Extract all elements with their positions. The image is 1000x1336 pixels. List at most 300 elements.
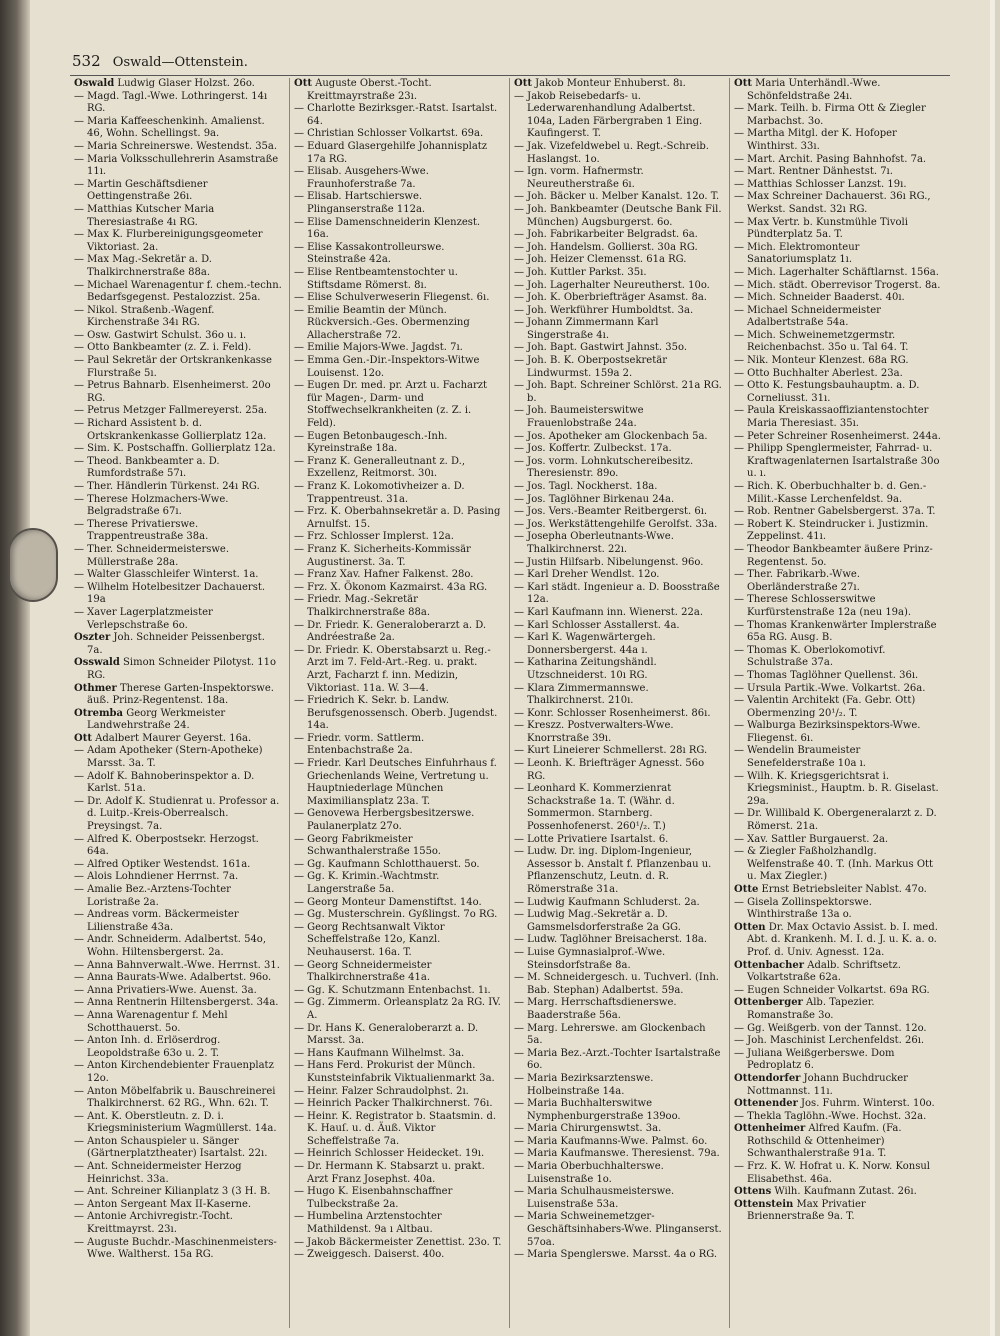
directory-entry: [74, 581, 283, 607]
entry-text: Dr. Max Octavio Assist. b. I. med. Abt. d. Krankenh. M. I. d. J. u. K. a. o. Prof. d. Univ. Agnesst. 12a.: [747, 921, 938, 958]
entry-text: — Mich. städt. Oberrevisor Trogerst. 8a.: [734, 279, 941, 291]
entry-text: — Alfred K. Oberpostsekr. Herzogst. 64a.: [74, 833, 259, 858]
directory-entry: [294, 140, 503, 166]
directory-entry: [734, 153, 944, 167]
directory-entry: [294, 1085, 503, 1099]
entry-text: — Georg Rechtsanwalt Viktor Scheffelstraße 12o, Kanzl. Neuhauserst. 16a. T.: [294, 921, 445, 958]
directory-entry: [294, 481, 503, 506]
directory-entry: [294, 896, 503, 910]
directory-entry: [294, 1022, 503, 1048]
directory-entry: [74, 178, 283, 204]
directory-entry: [294, 594, 503, 619]
directory-entry: [734, 355, 944, 368]
entry-text: — Joh. Kuttler Parkst. 35ı.: [514, 266, 647, 278]
entry-text: — Gg. K. Krimin.-Wachtmstr. Langerstraße 5a.: [294, 871, 440, 895]
entry-text: — Anton Kirchendebienter Frauenplatz 12o.: [74, 1060, 274, 1084]
entry-text: — Elise Damenschneiderin Klenzest. 16a.: [294, 216, 481, 241]
entry-text: — Ant. K. Oberstleutn. z. D. i. Kriegsministerium Wagmüllerst. 14a.: [74, 1110, 277, 1135]
entry-text: — Maria Chirurgenswtst. 3a.: [514, 1123, 662, 1135]
entry-text: — Jos. vorm. Lohnkutschereibesitz. Theresienstr. 89o.: [514, 455, 694, 480]
entry-text: — Mart. Rentner Dänhestst. 7ı.: [734, 166, 893, 178]
directory-entry: [294, 1161, 503, 1186]
directory-entry: [734, 1186, 944, 1199]
directory-entry: [514, 279, 723, 293]
directory-entry: [294, 1236, 503, 1250]
entry-text: — Rich. K. Oberbuchhalter b. d. Gen.-Milit.-Kasse Lerchenfeldst. 9a.: [734, 481, 927, 505]
surname-heading: Ottenender: [734, 1098, 798, 1110]
entry-text: — Eduard Glasergehilfe Johannisplatz 17a RG.: [294, 140, 488, 165]
entry-text: — Paul Sekretär der Ortskrankenkasse Flurstraße 5ı.: [74, 355, 272, 379]
entry-text: — Leonhard K. Kommerzienrat Schackstraße 1a. T. (Währ. d. Sommermon. Starnberg. Possenhofenerst. 260¹/₂. T.): [514, 783, 675, 833]
directory-entry: [294, 871, 503, 896]
entry-text: — Petrus Bahnarb. Elsenheimerst. 20o RG.: [74, 380, 271, 404]
entry-text: — Adolf K. Bahnoberinspektor a. D. Karlst. 51a.: [74, 770, 255, 795]
directory-entry: [734, 695, 944, 720]
directory-entry: [74, 543, 283, 569]
entry-text: — Maria Oberbuchhalterswe. Luisenstraße 1o.: [514, 1161, 664, 1185]
entry-text: — Ursula Partik.-Wwe. Volkartst. 26a.: [734, 682, 926, 694]
entry-text: — Eugen Dr. med. pr. Arzt u. Facharzt für Magen-, Darm- und Stoffwechselkrankheiten (z. Z. i. Feld).: [294, 380, 488, 430]
directory-entry: [74, 770, 283, 796]
entry-text: — Heinr. Falzer Schraudolphst. 2ı.: [294, 1085, 469, 1097]
entry-text: — Leonh. K. Briefträger Agnesst. 56o RG.: [514, 758, 705, 782]
entry-text: — Anna Privatiers-Wwe. Auenst. 3a.: [74, 984, 257, 996]
directory-entry: [734, 846, 944, 884]
entry-text: — Friedr. vorm. Sattlerm. Entenbachstraße 2a.: [294, 732, 425, 757]
directory-entry: [734, 266, 944, 280]
entry-text: — Klara Zimmermannswe. Thalkirchnerst. 210ı.: [514, 682, 649, 707]
entry-text: Adalbert Maurer Geyerst. 16a.: [95, 732, 252, 744]
entry-text: — Ant. Schreiner Kilianplatz 3 (3 H. B.: [74, 1186, 271, 1198]
directory-entry: [74, 1110, 283, 1136]
directory-entry: [74, 745, 283, 770]
directory-entry: [514, 556, 723, 570]
directory-entry: [734, 569, 944, 594]
directory-entry: [734, 103, 944, 128]
surname-heading: Ott: [74, 732, 92, 744]
directory-entry: [294, 758, 503, 808]
directory-entry: [734, 959, 944, 985]
entry-text: Wilh. Kaufmann Zutast. 26ı.: [774, 1186, 917, 1198]
directory-entry: [734, 1198, 944, 1224]
directory-entry: [74, 443, 283, 456]
directory-entry: [514, 846, 723, 896]
directory-entry: [514, 292, 723, 305]
directory-entry: [514, 657, 723, 682]
entry-text: — Auguste Buchdr.-Maschinenmeisters-Wwe. Waltherst. 15a RG.: [74, 1236, 277, 1261]
directory-entry: [74, 355, 283, 380]
directory-entry: [514, 619, 723, 633]
directory-entry: [294, 266, 503, 292]
entry-text: — Andr. Schneiderm. Adalbertst. 54o, Wohn. Hiltensbergerst. 2a.: [74, 934, 267, 958]
directory-entry: [74, 1186, 283, 1199]
entry-text: — Zweiggesch. Daiserst. 40o.: [294, 1249, 445, 1261]
directory-entry: [294, 909, 503, 922]
entry-text: — Maria Kaufmanswe. Theresienst. 79a.: [514, 1148, 720, 1160]
directory-entry: [514, 78, 723, 91]
directory-entry: [734, 481, 944, 506]
entry-text: — Konr. Schlosser Rosenheimerst. 86ı.: [514, 707, 711, 719]
directory-entry: [514, 682, 723, 708]
entry-text: — Otto Buchhalter Aberlest. 23a.: [734, 367, 903, 379]
directory-entry: [294, 921, 503, 960]
entry-text: — Anna Rentnerin Hiltensbergerst. 34a.: [74, 997, 279, 1009]
directory-entry: [294, 581, 503, 595]
directory-entry: [74, 909, 283, 934]
directory-entry: [294, 241, 503, 267]
entry-text: — Johann Zimmermann Karl Singerstraße 4ı.: [514, 317, 659, 341]
directory-entry: [74, 342, 283, 355]
directory-entry: [734, 216, 944, 242]
entry-text: — Maria Schreinerswe. Westendst. 35a.: [74, 140, 278, 152]
directory-entry: [74, 1211, 283, 1236]
entry-text: Max Privatier Briennerstraße 9a. T.: [747, 1198, 866, 1223]
directory-entry: [74, 732, 283, 746]
directory-entry: [294, 380, 503, 430]
entry-text: — Emma Gen.-Dir.-Inspektors-Witwe Louisenst. 12o.: [294, 355, 480, 379]
directory-entry: [734, 808, 944, 833]
directory-entry: [74, 1035, 283, 1060]
directory-entry: [514, 1161, 723, 1186]
directory-entry: [294, 355, 503, 380]
surname-heading: Ott: [734, 78, 752, 89]
entry-text: — Ign. vorm. Hafnermstr. Neureutherstraße 6ı.: [514, 166, 644, 190]
entry-text: — Frz. K. Oberbahnsekretär a. D. Pasing Arnulfst. 15.: [294, 506, 501, 530]
directory-entry: [74, 1161, 283, 1186]
directory-entry: [74, 229, 283, 254]
page-number: 532: [72, 52, 101, 70]
directory-entry: [734, 619, 944, 645]
entry-text: — Jak. Vizefeldwebel u. Regt.-Schreib. Haslangst. 1o.: [514, 140, 709, 165]
directory-entry: [74, 707, 283, 733]
directory-entry: [514, 166, 723, 191]
entry-text: Maria Unterhändl.-Wwe. Schönfeldstraße 24ı.: [747, 78, 881, 102]
entry-text: — Andreas vorm. Bäckermeister Lilienstraße 43a.: [74, 909, 239, 933]
entry-text: — Maria Schulhausmeisterswe. Luisenstraße 53a.: [514, 1186, 675, 1210]
entry-text: — Anton Inh. d. Erlöserdrog. Leopoldstraße 63o u. 2. T.: [74, 1035, 221, 1059]
directory-entry: [294, 1098, 503, 1111]
surname-heading: Oswald: [74, 78, 115, 89]
directory-entry: [514, 241, 723, 255]
entry-text: — Anna Warenagentur f. Mehl Schotthauerst. 5o.: [74, 1009, 228, 1034]
directory-entry: [294, 1211, 503, 1236]
surname-heading: Ottendorfer: [734, 1072, 801, 1084]
entry-text: — Maria Buchhalterswitwe Nymphenburgerstraße 139oo.: [514, 1098, 681, 1122]
directory-entry: [294, 644, 503, 695]
directory-entry: [294, 531, 503, 544]
entry-text: — Paula Kreiskassaoffiziantenstochter Maria Theresiast. 35ı.: [734, 405, 929, 430]
directory-entry: [734, 292, 944, 305]
directory-entry: [294, 103, 503, 128]
directory-entry: [734, 405, 944, 430]
directory-entry: [294, 342, 503, 355]
entry-text: — Thekla Taglöhn.-Wwe. Hochst. 32a.: [734, 1110, 927, 1122]
directory-entry: [74, 1135, 283, 1161]
entry-text: — Franz K. Sicherheits-Kommissär Augustinerst. 3a. T.: [294, 543, 471, 568]
entry-text: — Rob. Rentner Gabelsbergerst. 37a. T.: [734, 506, 936, 518]
directory-entry: [514, 405, 723, 430]
directory-entry: [294, 619, 503, 645]
directory-entry: [514, 934, 723, 947]
entry-text: — Luise Gymnasialprof.-Wwe. Steinsdorfstraße 8a.: [514, 946, 666, 971]
entry-text: — Heinr. K. Registrator b. Staatsmin. d. K. Hauſ. u. d. Äuß. Viktor Scheffelstraße 7a.: [294, 1110, 497, 1147]
directory-entry: [294, 1148, 503, 1161]
directory-entry: [734, 191, 944, 216]
entry-text: — Heinrich Packer Thalkirchnerst. 76ı.: [294, 1098, 493, 1110]
surname-heading: Otremba: [74, 707, 124, 719]
directory-entry: [734, 241, 944, 267]
directory-entry: [734, 506, 944, 519]
entry-text: — Hans Kaufmann Wilhelmst. 3a.: [294, 1047, 465, 1059]
directory-entry: [734, 380, 944, 405]
directory-entry: [74, 90, 283, 116]
entry-text: — Dr. Willibald K. Obergeneralarzt z. D. Römerst. 21a.: [734, 808, 937, 833]
entry-text: — Anton Schauspieler u. Sänger (Gärtnerplatztheater) Isartalst. 22ı.: [74, 1135, 268, 1160]
directory-entry: [734, 1161, 944, 1186]
entry-text: — Ant. Schneidermeister Herzog Heinrichst. 33a.: [74, 1161, 242, 1185]
entry-text: — Franz K. Generalleutnant z. D., Exzellenz, Reitmorst. 30ı.: [294, 455, 466, 480]
directory-entry: [514, 606, 723, 620]
entry-text: — Joh. Fabrikarbeiter Belgradst. 6a.: [514, 229, 698, 241]
directory-entry: [294, 1110, 503, 1149]
entry-text: — Mich. Schweinemetzgermstr. Reichenbachst. 35o u. Tal 64. T.: [734, 329, 909, 354]
directory-entry: [74, 1198, 283, 1212]
entry-text: — Nik. Monteur Klenzest. 68a RG.: [734, 355, 909, 367]
directory-entry: [74, 254, 283, 279]
entry-text: — Max Schreiner Dachauerst. 36ı RG., Werkst. Sandst. 32ı RG.: [734, 191, 931, 215]
directory-entry: [74, 1236, 283, 1262]
directory-entry: [514, 229, 723, 242]
entry-text: — Ther. Schneidermeisterswe. Müllerstraße 28a.: [74, 543, 230, 568]
directory-entry: [734, 543, 944, 569]
entry-text: — Maria Bezirksarztenswe. Holbeinstraße 14a.: [514, 1072, 654, 1097]
book-spine: [0, 0, 30, 1336]
directory-entry: [514, 380, 723, 405]
entry-text: — Humbelina Arztenstochter Mathildenst. 9a ı Altbau.: [294, 1211, 442, 1236]
entry-text: — Mark. Teilh. b. Firma Ott & Ziegler Marbachst. 3o.: [734, 103, 926, 127]
entry-text: — Nikol. Straßenb.-Wagenf. Kirchenstraße 34ı RG.: [74, 304, 215, 329]
entry-text: — Sim. K. Postschaffn. Gollierplatz 12a.: [74, 443, 276, 455]
entry-text: Simon Schneider Pilotyst. 11o RG.: [87, 657, 277, 681]
entry-text: — Katharina Zeitungshändl. Utzschneiderst. 10ı RG.: [514, 657, 657, 681]
directory-entry: [74, 606, 283, 632]
directory-entry: [294, 732, 503, 758]
directory-entry: [74, 657, 283, 682]
entry-text: — Thomas Krankenwärter Implerstraße 65a RG. Ausg. B.: [734, 619, 937, 644]
directory-entry: [74, 115, 283, 141]
entry-text: — Joh. Heizer Clemensst. 61a RG.: [514, 254, 687, 266]
directory-entry: [514, 1022, 723, 1048]
column-2: [290, 78, 510, 1328]
directory-entry: [514, 745, 723, 758]
entry-text: — Xaver Lagerplatzmeister Verlepschstraße 6o.: [74, 606, 213, 631]
directory-entry: [734, 984, 944, 998]
directory-entry: [734, 669, 944, 683]
directory-entry: [514, 632, 723, 657]
entry-text: — Max Mag.-Sekretär a. D. Thalkirchnerstraße 88a.: [74, 254, 212, 278]
entry-text: — Thomas K. Oberlokomotivf. Schulstraße 37a.: [734, 644, 886, 669]
entry-text: — Joh. Maschinist Lerchenfeldst. 26ı.: [734, 1035, 925, 1047]
directory-entry: [74, 632, 283, 657]
entry-text: Georg Werkmeister Landwehrstraße 24.: [87, 707, 226, 732]
entry-text: — Joh. K. Oberbriefträger Asamst. 8a.: [514, 292, 707, 304]
directory-entry: [514, 758, 723, 783]
directory-entry: [294, 1249, 503, 1262]
entry-text: — Mich. Schneider Baaderst. 40ı.: [734, 292, 905, 304]
directory-entry: [74, 984, 283, 998]
directory-entry: [74, 972, 283, 985]
entry-text: — Wilh. K. Kriegsgerichtsrat i. Kriegsminist., Hauptm. b. R. Giselast. 29a.: [734, 770, 939, 807]
entry-text: — Petrus Metzger Fallmereyerst. 25a.: [74, 405, 268, 417]
entry-text: — Jos. Werkstättengehilfe Gerolfst. 33a.: [514, 518, 718, 530]
directory-entry: [514, 1211, 723, 1249]
entry-text: — Ludwig Mag.-Sekretär a. D. Gamsmelsdorferstraße 2a GG.: [514, 909, 681, 933]
directory-entry: [74, 481, 283, 494]
entry-text: — Georg Schneidermeister Thalkirchnerstraße 41a.: [294, 959, 432, 984]
entry-text: — Karl K. Wagenwärtergeh. Donnersbergerst. 44a ı.: [514, 632, 656, 656]
directory-entry: [514, 909, 723, 934]
entry-text: — Maria Volksschullehrerin Asamstraße 11ı.: [74, 153, 279, 178]
directory-entry: [294, 506, 503, 531]
entry-text: — Anton Möbelfabrik u. Bauschreinerei Thalkirchnerst. 62 RG., Whn. 62ı. T.: [74, 1085, 276, 1110]
directory-entry: [514, 203, 723, 229]
entry-text: Joh. Schneider Peissenbergst. 7a.: [87, 632, 265, 656]
directory-entry: [74, 405, 283, 418]
entry-text: — Franz K. Lokomotivheizer a. D. Trappentreust. 31a.: [294, 481, 465, 505]
entry-text: — Frz. X. Ökonom Kazmairst. 43a RG.: [294, 581, 488, 593]
entry-text: — Martha Mitgl. der K. Hofoper Winthirst. 33ı.: [734, 128, 897, 152]
surname-heading: Otte: [734, 884, 759, 895]
directory-entry: [294, 216, 503, 242]
directory-entry: [734, 921, 944, 960]
surname-heading: Ott: [514, 78, 532, 89]
directory-entry: [74, 418, 283, 443]
directory-entry: [74, 1060, 283, 1085]
directory-entry: [734, 1072, 944, 1098]
directory-entry: [74, 959, 283, 973]
entry-text: — Genovewa Herbergsbesitzerswe. Paulanerplatz 27o.: [294, 808, 475, 833]
directory-entry: [514, 266, 723, 280]
entry-text: — Amalie Bez.-Arztens-Tochter Loristraße 2a.: [74, 884, 231, 908]
surname-heading: Ottenheimer: [734, 1123, 806, 1135]
entry-text: — Therese Schlosserswitwe Kurfürstenstraße 12a (neu 19a).: [734, 594, 912, 618]
surname-heading: Othmer: [74, 682, 117, 694]
entry-text: — Joh. Handelsm. Gollierst. 30a RG.: [514, 241, 698, 253]
directory-entry: [74, 329, 283, 343]
directory-entry: [514, 443, 723, 456]
entry-text: — Ludw. Taglöhner Breisacherst. 18a.: [514, 934, 708, 946]
surname-heading: Oszter: [74, 632, 111, 644]
entry-text: — Dr. Hans K. Generaloberarzt a. D. Marsst. 3a.: [294, 1022, 479, 1047]
entry-text: — Jakob Bäckermeister Zenettist. 23o. T.: [294, 1236, 502, 1248]
directory-entry: [294, 833, 503, 859]
entry-text: Ludwig Glaser Holzst. 26o.: [117, 78, 255, 89]
surname-heading: Ottenbacher: [734, 959, 805, 971]
directory-entry: [734, 1047, 944, 1073]
directory-entry: [734, 518, 944, 544]
entry-text: — Walter Glasschleifer Winterst. 1a.: [74, 569, 259, 581]
column-3: [510, 78, 730, 1328]
entry-text: — Joh. Bapt. Gastwirt Jahnst. 35o.: [514, 342, 688, 354]
entry-text: — Michael Schneidermeister Adalbertstraße 54a.: [734, 304, 881, 329]
directory-entry: [74, 78, 283, 91]
directory-entry: [734, 644, 944, 670]
directory-entry: [294, 1186, 503, 1211]
page-edge: [990, 0, 995, 1336]
directory-entry: [294, 808, 503, 833]
directory-entry: [74, 884, 283, 909]
entry-text: Adalb. Schriftsetz. Volkartstraße 62a.: [747, 959, 901, 984]
entry-text: — Alois Lohndiener Herrnst. 7a.: [74, 871, 239, 883]
directory-entry: [734, 833, 944, 847]
directory-entry: [74, 455, 283, 481]
directory-entry: [734, 78, 944, 103]
entry-text: — Matthias Schlosser Lanzst. 19ı.: [734, 178, 907, 190]
entry-text: — Karl Dreher Wendlst. 12o.: [514, 569, 660, 581]
directory-entry: [294, 858, 503, 872]
entry-text: — Gg. Zimmerm. Orleansplatz 2a RG. IV. A.: [294, 997, 501, 1021]
directory-entry: [734, 745, 944, 770]
entry-text: — Marg. Herrschaftsdienerswe. Baaderstraße 56a.: [514, 997, 677, 1021]
entry-text: — Charlotte Bezirksger.-Ratst. Isartalst. 64.: [294, 103, 498, 127]
directory-entry: [734, 1098, 944, 1111]
directory-entry: [514, 493, 723, 507]
directory-entry: [294, 997, 503, 1022]
directory-entry: [294, 128, 503, 141]
directory-entry: [74, 871, 283, 884]
entry-text: — Juliana Weißgerberswe. Dom Pedroplatz 6.: [734, 1047, 895, 1072]
surname-heading: Ottens: [734, 1186, 772, 1198]
entry-text: Jakob Monteur Enhuberst. 8ı.: [535, 78, 686, 89]
directory-entry: [734, 884, 944, 897]
entry-text: — Mich. Lagerhalter Schäftlarnst. 156a.: [734, 266, 939, 278]
directory-entry: [74, 279, 283, 305]
directory-entry: [74, 795, 283, 834]
directory-entry: [514, 783, 723, 833]
directory-entry: [514, 569, 723, 582]
entry-text: — Karl städt. Ingenieur a. D. Boosstraße 12a.: [514, 581, 720, 606]
directory-entry: [734, 329, 944, 355]
directory-entry: [294, 430, 503, 456]
entry-text: Alb. Tapezier. Romanstraße 3o.: [747, 997, 875, 1021]
directory-entry: [734, 430, 944, 444]
directory-entry: [734, 997, 944, 1022]
entry-text: — Ludwig Kaufmann Schluderst. 2a.: [514, 896, 700, 908]
directory-entry: [294, 1047, 503, 1061]
entry-text: — Jos. Taglöhner Birkenau 24a.: [514, 493, 675, 505]
entry-text: — Christian Schlosser Volkartst. 69a.: [294, 128, 484, 140]
entry-text: — Theodor Bankbeamter äußere Prinz-Regentenst. 5o.: [734, 543, 933, 568]
directory-entry: [294, 78, 503, 103]
entry-text: — M. Schneidergesch. u. Tuchverl. (Inh. Bab. Stephan) Adalbertst. 59a.: [514, 972, 719, 996]
entry-text: — Joh. B. K. Oberpostsekretär Lindwurmst. 159a 2.: [514, 355, 667, 379]
entry-text: — Jakob Reisebedarfs- u. Lederwarenhandlung Adalbertst. 104a, Laden Färbergraben 1 Eing. Kaufingerst. T.: [514, 90, 703, 140]
directory-entry: [734, 720, 944, 745]
entry-text: — Therese Privatierswe. Trappentreustraße 38a.: [74, 518, 209, 543]
directory-entry: [514, 355, 723, 380]
entry-text: — Franz Xav. Hafner Falkenst. 28o.: [294, 569, 474, 581]
directory-entry: [734, 1110, 944, 1124]
entry-text: — Maria Bez.-Arzt.-Tochter Isartalstraße 6o.: [514, 1047, 721, 1072]
directory-entry: [514, 140, 723, 166]
entry-text: — Eugen Schneider Volkartst. 69a RG.: [734, 984, 930, 996]
directory-entry: [74, 997, 283, 1010]
directory-entry: [514, 254, 723, 267]
entry-text: — & Ziegler Faßholzhandlg. Welfenstraße 40. T. (Inh. Markus Ott u. Max Ziegler.): [734, 846, 934, 883]
entry-text: — Matthias Kutscher Maria Theresiastraße 4ı RG.: [74, 203, 215, 228]
directory-entry: [294, 984, 503, 998]
entry-text: — Friedr. Karl Deutsches Einfuhrhaus f. Griechenlands Weine, Vertretung u. Hauptniederlage München Maximiliansplatz 23a. T.: [294, 758, 497, 807]
